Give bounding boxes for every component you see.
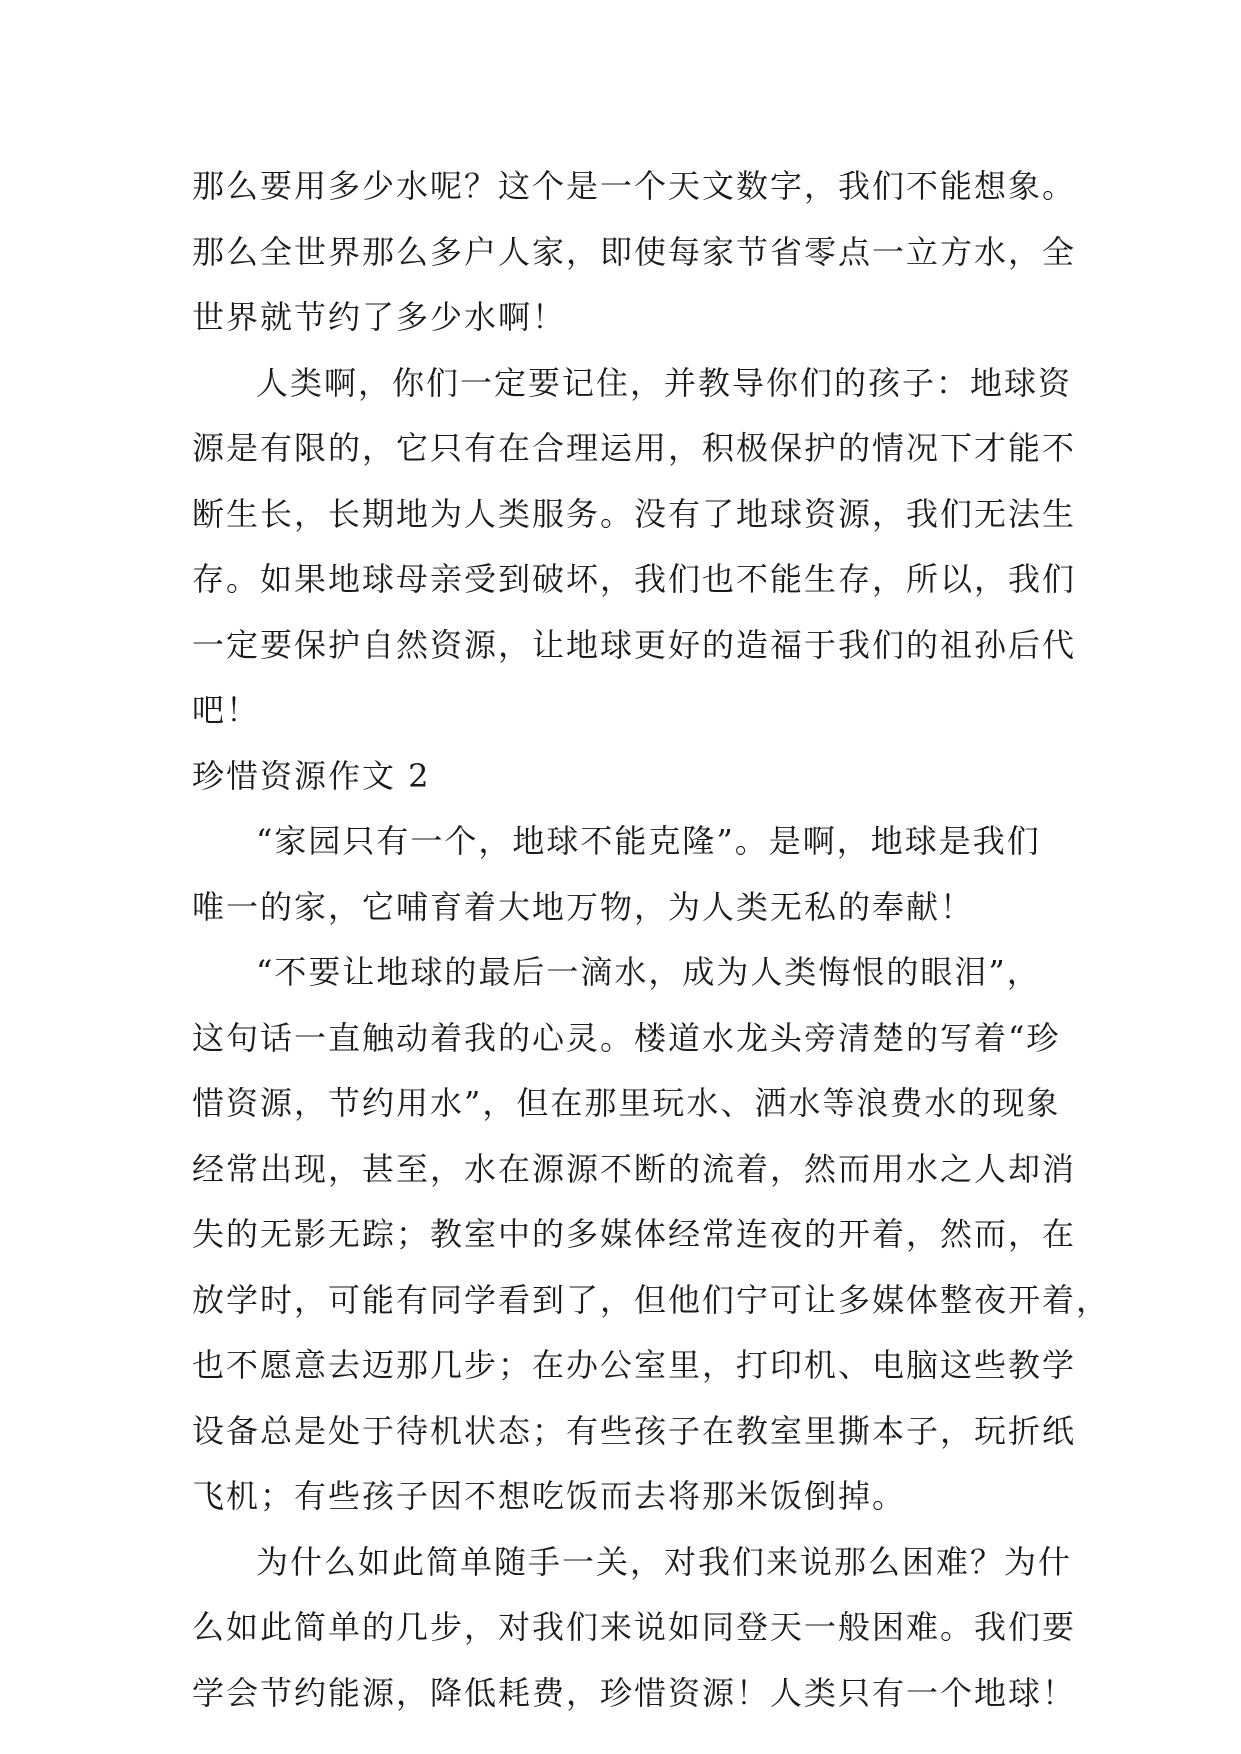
text-line: 这句话一直触动着我的心灵。楼道水龙头旁清楚的写着“珍 [192,1018,1061,1057]
text-line: 飞机；有些孩子因不想吃饭而去将那米饭倒掉。 [192,1477,907,1515]
paragraph-start-line: “家园只有一个，地球不能克隆”。是啊，地球是我们 [256,822,1041,860]
text-line: 吧！ [192,691,261,729]
text-line: 一定要保护自然资源，让地球更好的造福于我们的祖孙后代 [192,625,1077,664]
paragraph-start-line: 为什么如此简单随手一关，对我们来说那么困难？为什 [256,1542,1073,1581]
text-line: 失的无影无踪；教室中的多媒体经常连夜的开着，然而，在 [192,1215,1077,1253]
text-line: 断生长，长期地为人类服务。没有了地球资源，我们无法生 [192,494,1077,533]
text-line: 世界就节约了多少水啊！ [192,298,567,336]
paragraph-start-line: 人类啊，你们一定要记住，并教导你们的孩子：地球资 [256,363,1073,402]
section-heading: 珍惜资源作文 2 [192,756,431,795]
text-line: 唯一的家，它哺育着大地万物，为人类无私的奉献！ [192,887,975,926]
text-line: 惜资源，节约用水”，但在那里玩水、洒水等浪费水的现象 [192,1084,1061,1122]
text-line: 放学时，可能有同学看到了，但他们宁可让多媒体整夜开着， [192,1280,1111,1319]
text-line: 也不愿意去迈那几步；在办公室里，打印机、电脑这些教学 [192,1346,1077,1384]
text-line: 学会节约能源，降低耗费，珍惜资源！人类只有一个地球！ [192,1673,1077,1712]
text-line: 设备总是处于待机状态；有些孩子在教室里撕本子，玩折纸 [192,1411,1077,1450]
text-line: 存。如果地球母亲受到破坏，我们也不能生存，所以，我们 [192,560,1077,598]
paragraph-start-line: “不要让地球的最后一滴水，成为人类悔恨的眼泪”， [256,953,1041,991]
document-body [192,154,1111,1726]
text-line: 那么全世界那么多户人家，即使每家节省零点一立方水，全 [192,232,1077,271]
text-line: 源是有限的，它只有在合理运用，积极保护的情况下才能不 [192,429,1077,467]
text-line: 那么要用多少水呢？这个是一个天文数字，我们不能想象。 [192,167,1077,205]
text-line: 么如此简单的几步，对我们来说如同登天一般困难。我们要 [192,1608,1077,1646]
text-line: 经常出现，甚至，水在源源不断的流着，然而用水之人却消 [192,1149,1077,1188]
